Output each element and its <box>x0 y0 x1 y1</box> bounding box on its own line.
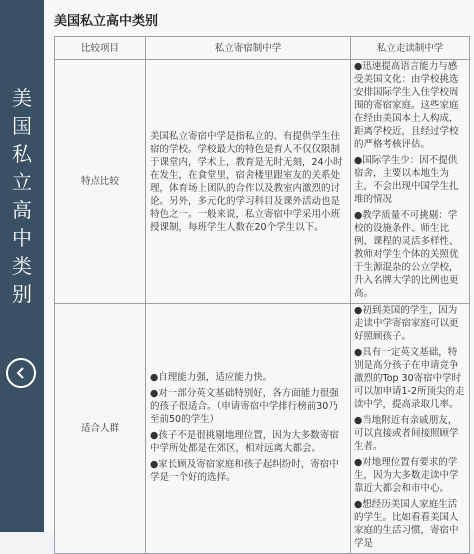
page-title: 美国私立高中类别 <box>54 14 159 29</box>
cell-text: ●想经历美国人家庭生活的学生。比如看看美国人家庭的生活习惯，寄宿中学是 <box>354 499 459 549</box>
main-content <box>44 0 474 549</box>
table-cell <box>146 60 351 304</box>
table-cell <box>146 304 351 554</box>
sidebar-title-char: 类 <box>12 254 32 278</box>
table-cell <box>351 304 470 554</box>
cell-text: ●具有一定英文基础，特别是高分孩子在申请竞争激烈的Top 30寄宿中学时可以加申请1-2所顶尖的走读中学，提高录取几率。 <box>354 347 465 410</box>
sidebar-title-char: 国 <box>12 114 32 138</box>
cell-text: ●教学质量不可挑剔：学校的设施条件、师生比例、课程的灵活多样性、教师对学生个体的关照优于生源混杂的公立学校，升入名牌大学的比例也更高。 <box>354 210 459 299</box>
cell-text: ●初到美国的学生，因为走读中学寄宿家庭可以更好照顾孩子。 <box>354 305 459 342</box>
sidebar-title-char: 高 <box>12 198 32 222</box>
cell-text: 美国私立寄宿中学是指私立的、有提供学生住宿的学校。学校最大的特色是育人不仅仅限制于课堂内，学术上，教育是无时无刻，24小时在发生，在食堂里，宿舍楼里跟室友的关系处理，体育场上团队的合作以及教室内激烈的讨论。另外，多元化的学习科目及课外活动也是特色之一。一般来说，私立寄宿中学采用小班授课制，每班学生人数在20个学生以下。 <box>150 130 343 233</box>
table-header-row <box>55 37 470 60</box>
back-button[interactable] <box>6 358 36 388</box>
sidebar-title-char: 立 <box>12 170 32 194</box>
sidebar-title-char: 私 <box>12 142 32 166</box>
cell-text: ●家长顾及寄宿家庭和孩子起纠纷时，寄宿中学是一个好的选择。 <box>150 458 339 483</box>
column-header: 私立走读制中学 <box>351 37 470 60</box>
table-row <box>55 60 470 304</box>
cell-text: ●自理能力强，适应能力快。 <box>150 371 273 383</box>
sidebar-title-char: 美 <box>12 86 32 110</box>
sidebar-title-char: 中 <box>12 226 32 250</box>
cell-text: ●孩子不是很挑剔地理位置，因为大多数寄宿中学所处都是在郊区，相对远离大都会。 <box>150 429 339 454</box>
column-header: 私立寄宿制中学 <box>146 37 351 60</box>
cell-text: ●国际学生少：因不提供宿舍，主要以本地生为主，不会出现中国学生扎堆的情况 <box>354 155 459 205</box>
sidebar <box>0 0 44 532</box>
sidebar-title-char: 别 <box>12 282 32 306</box>
column-header: 比较项目 <box>55 37 146 60</box>
sidebar-title <box>0 84 44 308</box>
cell-text: ●对一部分英文基础特别好，各方面能力很强的孩子很适合。（申请寄宿中学排行榜前30乃至前50的学生） <box>150 387 339 425</box>
table-cell <box>351 60 470 304</box>
comparison-table <box>54 36 470 554</box>
cell-text: ●当地附近有亲戚朋友，可以直接或者间接照顾学生者。 <box>354 415 459 452</box>
table-row <box>55 304 470 554</box>
cell-text: ●对地理位置有要求的学生，因为大多数走读中学靠近大都会和市中心。 <box>354 457 459 494</box>
row-label: 特点比较 <box>55 60 146 304</box>
cell-text: ●迅速提高语言能力与感受美国文化：由学校挑选安排国际学生入住学校周围的寄宿家庭。这些家庭在经由美国本土人构成，距离学校近，且经过学校的严格考核评估。 <box>354 61 459 150</box>
row-label: 适合人群 <box>55 304 146 554</box>
chevron-left-icon <box>14 366 28 380</box>
